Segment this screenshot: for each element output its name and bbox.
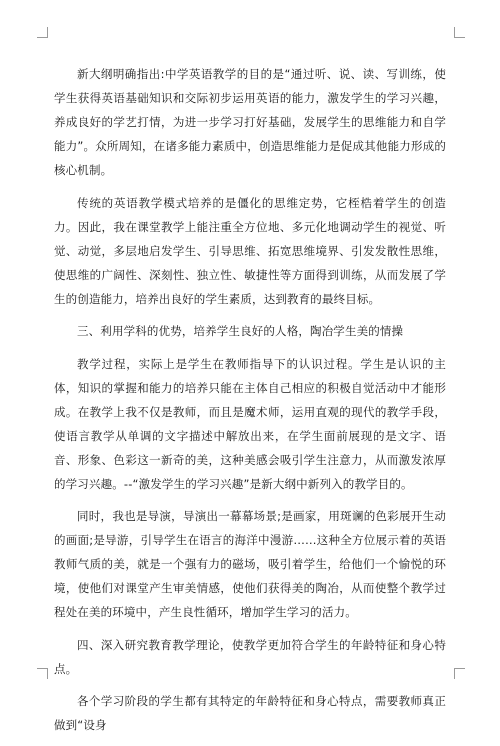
paragraph: 新大纲明确指出:中学英语教学的目的是“通过听、说、读、写训练，使学生获得英语基础知识和交际初步运用英语的能力，激发学生的学习兴趣，养成良好的学艺打情，为进一步学习打好基础，发展学生的思维能力和自学能力”。众所周知，在诸多能力素质中，创造思维能力是促成其他能力形成的核心机制。: [54, 67, 446, 177]
section-heading: 三、利用学科的优势，培养学生良好的人格，陶冶学生美的情操: [77, 324, 404, 338]
crop-mark-bottom-left: [37, 668, 48, 679]
section-heading: 四、深入研究教育教学理论，使教学更加符合学生的年龄特征和身心特点。: [54, 637, 446, 676]
crop-mark-bottom-right: [454, 668, 465, 679]
document-body: [54, 62, 446, 746]
crop-mark-top-left: [37, 27, 48, 38]
crop-mark-top-right: [454, 27, 465, 38]
paragraph: 传统的英语教学模式培养的是僵化的思维定势，它桎梏着学生的创造力。因此，我在课堂教学上能注重全方位地、多元化地调动学生的视觉、听觉、动觉，多层地启发学生、引导思维、拓宽思维境界、引发发散性思维，使思维的广阔性、深刻性、独立性、敏捷性等方面得到训练，从而发展了学生的创造能力，培养出良好的学生素质，达到教育的最终目标。: [54, 195, 446, 306]
paragraph: 同时，我也是导演，导演出一幕幕场景;是画家，用斑谰的色彩展开生动的画面;是导游，引导学生在语言的海洋中漫游……这种全方位展示着的英语教师气质的美，就是一个强有力的磁场，吸引着学生，给他们一个愉悦的环境，使他们对课堂产生审美情感，使他们获得美的陶冶，从而使整个教学过程处在美的环境中，产生良性循环，增加学生学习的活力。: [54, 509, 446, 619]
paragraph: 教学过程，实际上是学生在教师指导下的认识过程。学生是认识的主体，知识的掌握和能力的培养只能在主体自己相应的积极自觉活动中才能形成。在教学上我不仅是教师，而且是魔术师，运用直观的现代的教学手段，使语言教学从单调的文字描述中解放出来，在学生面前展现的是文字、语音、形象、色彩这一新奇的美，这种美感会吸引学生注意力，从而激发浓厚的学习兴趣。--“激发学生的学习兴趣”是新大纲中新列入的教学目的。: [54, 356, 446, 491]
paragraph: 各个学习阶段的学生都有其特定的年龄特征和身心特点，需要教师真正做到“设身: [54, 694, 446, 732]
